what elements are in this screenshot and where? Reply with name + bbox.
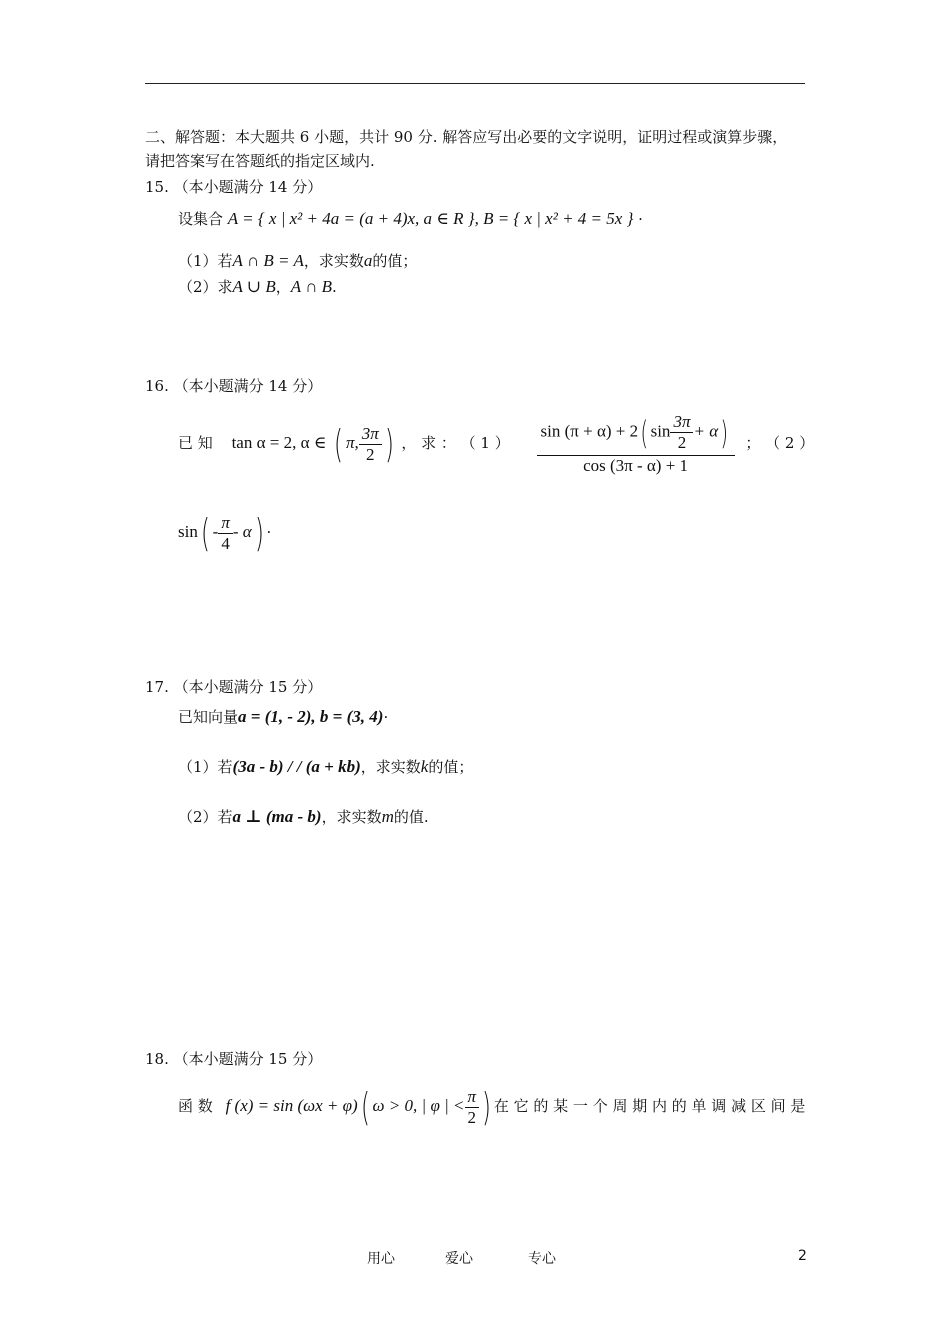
q16-ask: ， 求 ： （ 1 ）	[401, 434, 510, 452]
q18-condition: ω > 0, | φ | <	[372, 1096, 465, 1115]
page-number: 2	[798, 1248, 807, 1264]
q18-lead: 函 数	[178, 1097, 213, 1115]
q16-part2: sin( - $\frac{\pi}{4}$ - α) ·	[178, 511, 272, 555]
section-intro-line1: 二、解答题：本大题共 6 小题，共计 90 分. 解答应写出必要的文字说明，证明过程或演算步骤，	[145, 128, 788, 146]
q17-p1-mid: ，求实数	[360, 758, 421, 776]
q16-header: 16. （本小题满分 14 分）	[145, 377, 323, 395]
q17-part2	[178, 806, 429, 828]
q15-header: 15. （本小题满分 14 分）	[145, 178, 323, 196]
q15-p1-mid: ，求实数	[303, 252, 364, 270]
q16-interval-left: π,	[345, 433, 359, 452]
q16-statement: 已 知 tan α = 2, α ∈ ( π, $\frac{3\pi}{2}$ ) ， 求 ： （ 1 ） sin (π + α) + 2( sin $\frac{3\pi}{2}$ + α) cos (3π - α) + 1 ； （ 2 ）	[178, 412, 815, 475]
q15-p2-math1: A ∪ B	[232, 277, 276, 296]
q16-condition: tan α = 2, α ∈	[231, 433, 327, 452]
q17-p2-suffix: 的值.	[393, 808, 429, 826]
q18-tail: 在 它 的 某 一 个 周 期 内 的 单 调 减 区 间 是	[493, 1097, 806, 1115]
footer-item-2: 爱心	[445, 1251, 473, 1267]
q18-function: f (x) = sin (ωx + φ)	[225, 1096, 358, 1115]
q17-header: 17. （本小题满分 15 分）	[145, 678, 323, 696]
q17-p2-mid: ，求实数	[321, 808, 382, 826]
q15-p1-prefix: （1）若	[178, 252, 233, 270]
q18-condition-fraction: $\frac{\pi}{2}$	[465, 1087, 480, 1128]
q17-vectors: a = (1, - 2), b = (3, 4)	[238, 707, 384, 726]
q16-part2-label: ； （ 2 ）	[745, 434, 815, 452]
q16-expr-denominator: cos (3π - α) + 1	[583, 456, 689, 475]
q15-lead: 设集合	[178, 210, 224, 228]
q15-part1	[178, 250, 417, 272]
q18-header: 18. （本小题满分 15 分）	[145, 1050, 323, 1068]
q16-interval-fraction: $\frac{3\pi}{2}$	[359, 424, 382, 465]
q15-end: ·	[638, 210, 643, 228]
q15-p1-suffix: 的值；	[372, 252, 418, 270]
q16-p2-sin: sin	[178, 522, 198, 541]
q17-lead: 已知向量	[178, 708, 239, 726]
q17-statement: 已知向量a = (1, - 2), b = (3, 4)·	[178, 707, 389, 726]
q15-p2-sep: ，	[275, 278, 291, 296]
q16-expr-num-a: sin (π + α) + 2	[540, 421, 639, 441]
q17-p2-prefix: （2）若	[178, 808, 233, 826]
q15-p1-math: A ∩ B = A	[232, 251, 304, 270]
q15-set-b: , B = { x | x² + 4 = 5x }	[474, 209, 634, 228]
q16-expression-fraction: sin (π + α) + 2( sin $\frac{3\pi}{2}$ + α) cos (3π - α) + 1	[537, 412, 735, 476]
q17-p1-prefix: （1）若	[178, 758, 233, 776]
q17-part1	[178, 756, 473, 778]
q17-p2-math: a ⊥ (ma - b)	[232, 807, 322, 826]
q16-expr-inner-fraction: $\frac{3\pi}{2}$	[670, 412, 693, 453]
section-intro-line2: 请把答案写在答题纸的指定区域内.	[145, 152, 375, 170]
q17-p1-var: k	[420, 757, 429, 776]
q15-statement	[178, 208, 643, 230]
q15-p2-math2: A ∩ B	[290, 277, 333, 296]
q18-statement: 函 数 f (x) = sin (ωx + φ)( ω > 0, | φ | < $\frac{\pi}{2}$ ) 在 它 的 某 一 个 周 期 内 的 单 调 减 区 间 是	[178, 1085, 806, 1129]
q15-part2	[178, 276, 337, 298]
q15-p2-prefix: （2）求	[178, 278, 233, 296]
q15-p2-suffix: .	[332, 278, 337, 296]
q17-p2-var: m	[381, 807, 394, 826]
footer-item-3: 专心	[528, 1251, 556, 1267]
q15-set-a: A = { x | x² + 4a = (a + 4)x, a ∈ R }	[227, 209, 475, 228]
header-rule	[145, 83, 805, 84]
footer-item-1: 用心	[367, 1251, 395, 1267]
q16-p2-fraction: $\frac{\pi}{4}$	[218, 513, 233, 554]
q15-p1-var: a	[363, 251, 373, 270]
q17-p1-math: (3a - b) / / (a + kb)	[232, 757, 361, 776]
q16-lead: 已 知	[178, 434, 213, 452]
q17-p1-suffix: 的值；	[428, 758, 474, 776]
